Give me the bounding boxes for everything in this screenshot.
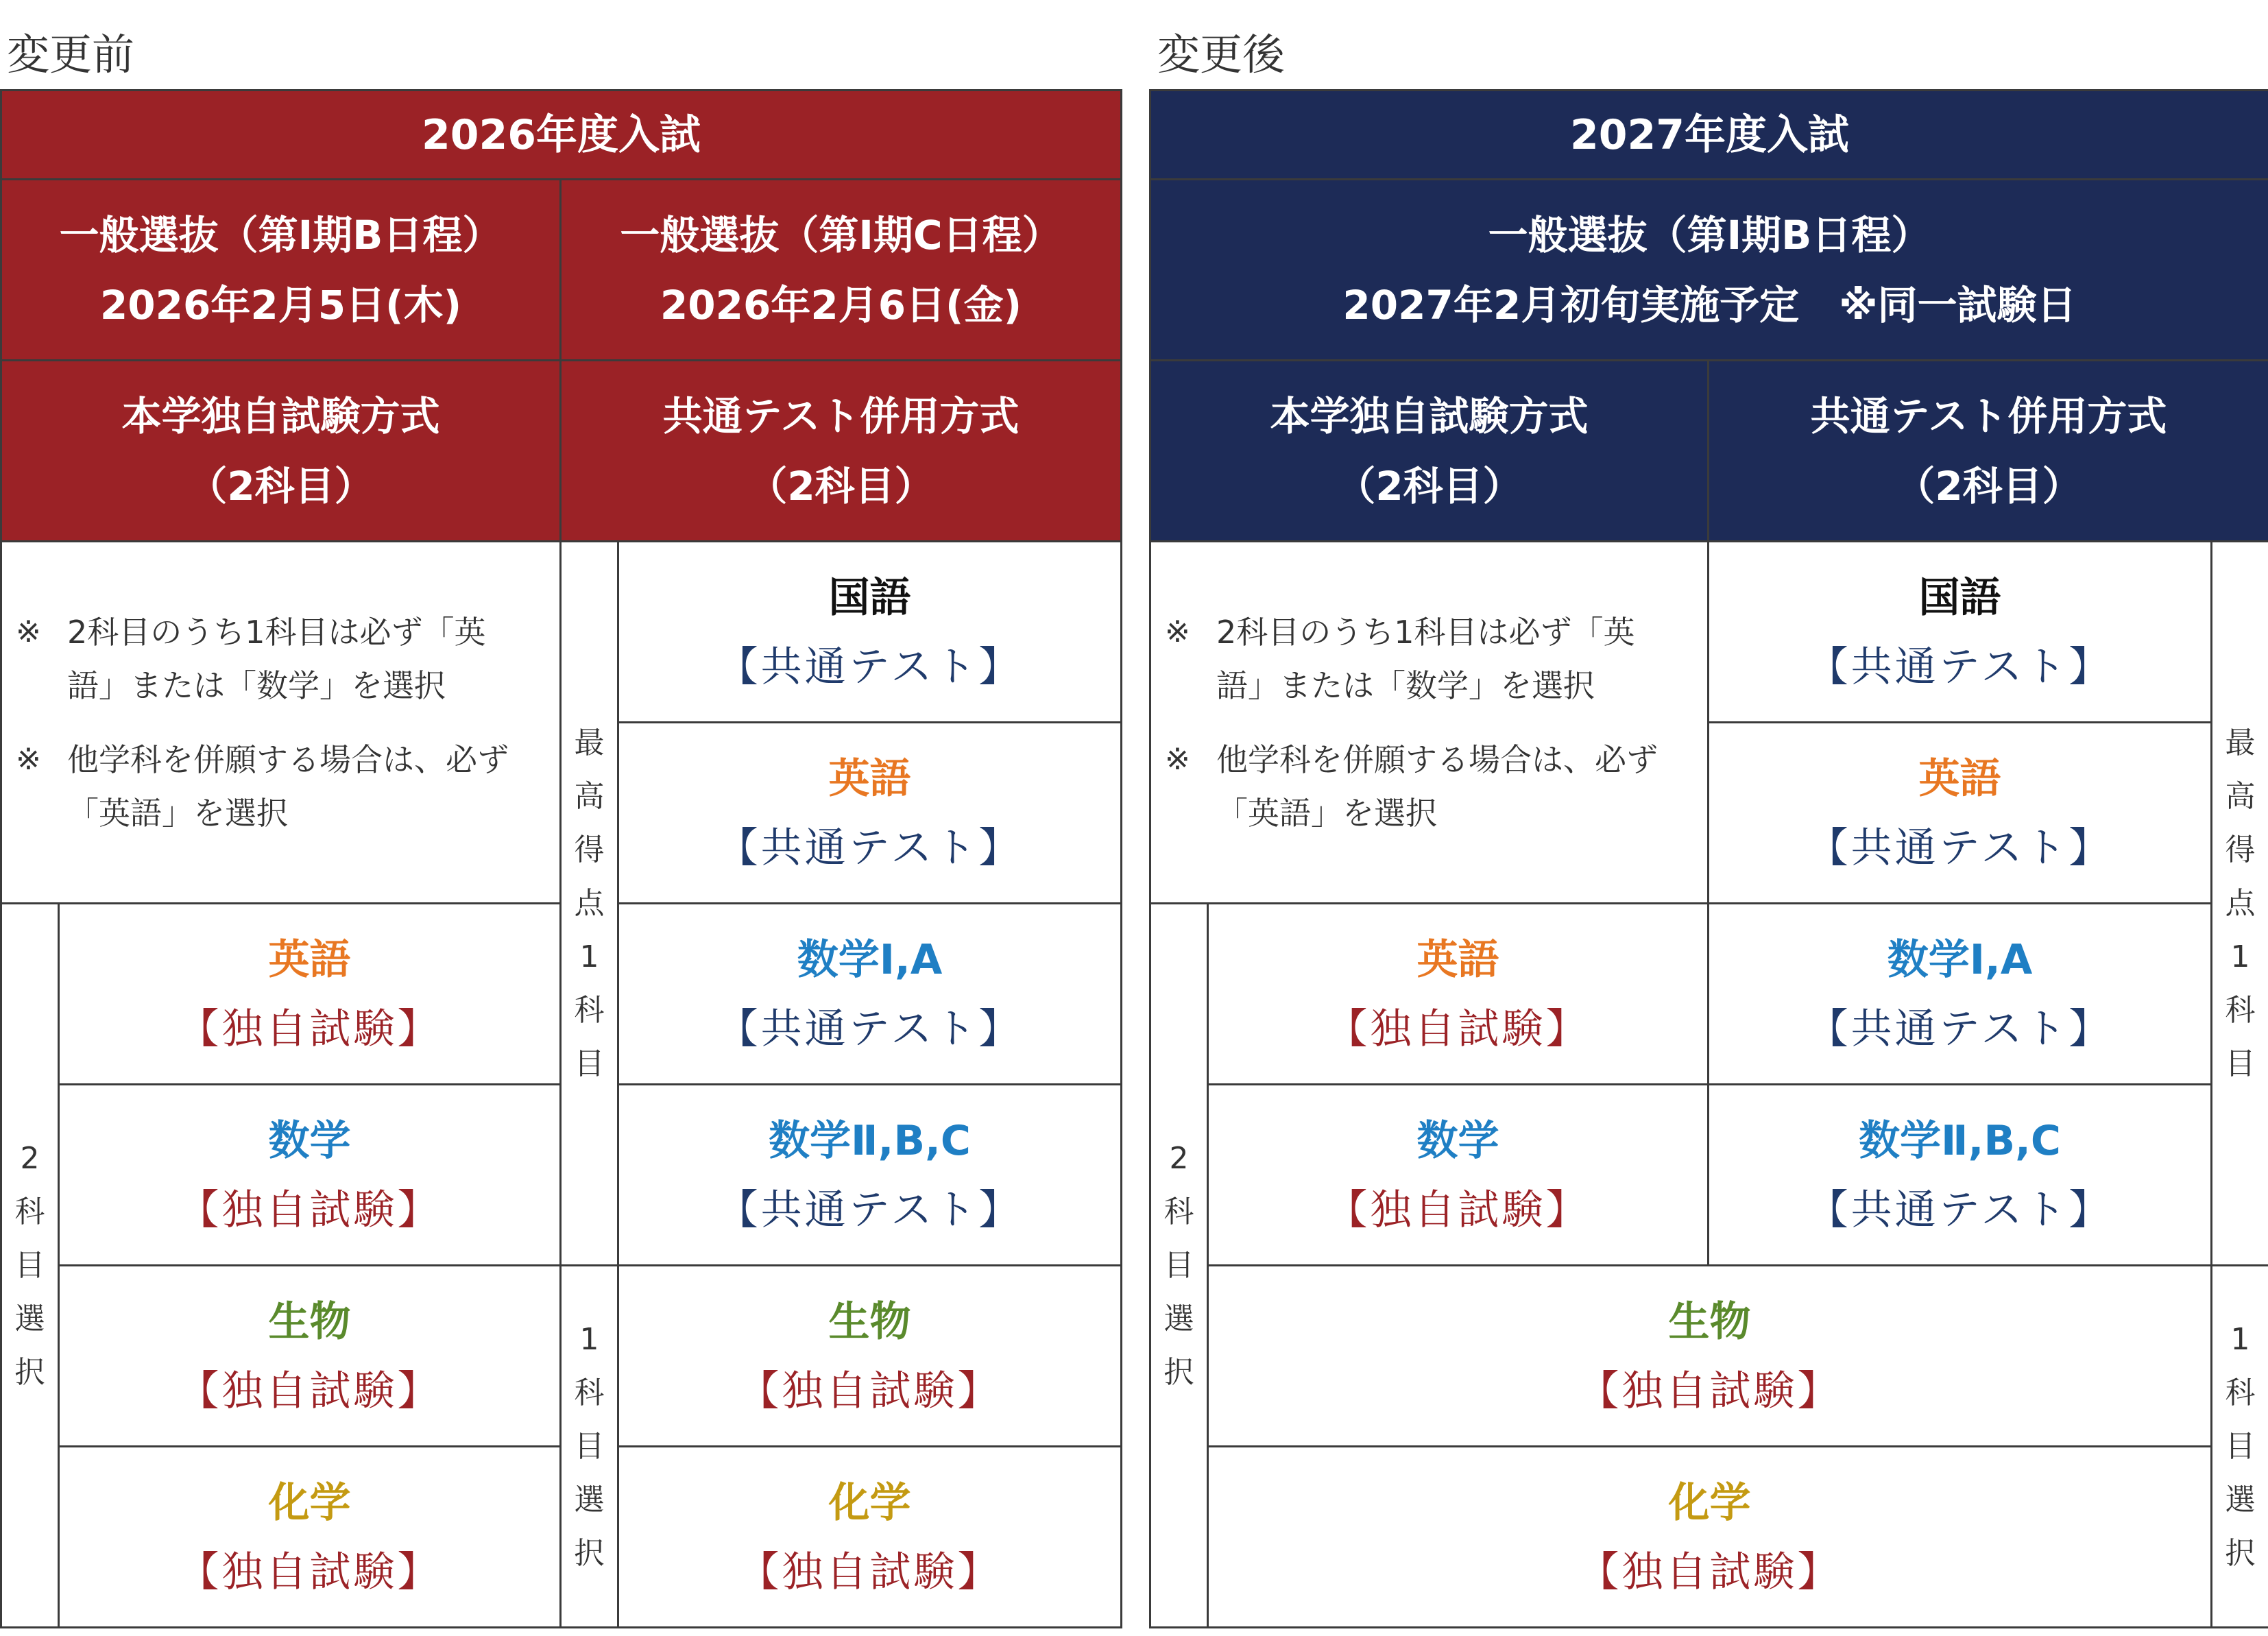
subject-name: 化学 bbox=[1668, 1478, 1751, 1527]
note-mark: ※ bbox=[1165, 741, 1190, 777]
exam-type: 【共通テスト】 bbox=[716, 642, 1023, 691]
note-text: 2科目のうち1科目は必ず「英語」または「数学」を選択 bbox=[1216, 613, 1635, 704]
exam-type: 【独自試験】 bbox=[738, 1548, 1002, 1596]
vertical-label: 最高得点1科目 bbox=[2225, 725, 2256, 1081]
method-own-count: （2科目） bbox=[187, 462, 374, 509]
subject-cell bbox=[1709, 723, 2212, 904]
exam-type: 【独自試験】 bbox=[178, 1005, 442, 1053]
schedule-date: 2027年2月初旬実施予定 ※同一試験日 bbox=[1342, 281, 2077, 328]
after-one-select-label bbox=[2212, 1266, 2268, 1628]
subject-name: 数学Ⅰ,A bbox=[1887, 935, 2033, 984]
schedule-c-name: 一般選抜（第Ⅰ期C日程） bbox=[620, 211, 1062, 258]
before-best-one-label bbox=[561, 542, 618, 1266]
subject-name: 英語 bbox=[828, 754, 911, 803]
exam-type: 【共通テスト】 bbox=[1807, 823, 2113, 872]
subject-name: 英語 bbox=[1918, 754, 2001, 803]
vertical-label: 1科目選択 bbox=[574, 1321, 605, 1571]
subject-cell bbox=[59, 1085, 561, 1266]
after-method-common bbox=[1709, 361, 2268, 542]
subject-cell bbox=[1709, 1085, 2212, 1266]
vertical-label: 2科目選択 bbox=[14, 1140, 45, 1390]
before-caption: 変更前 bbox=[7, 29, 135, 80]
subject-name: 数学Ⅰ,A bbox=[797, 935, 943, 984]
note-item bbox=[1165, 605, 1680, 712]
subject-name: 数学Ⅱ,B,C bbox=[1859, 1116, 2061, 1165]
subject-cell bbox=[59, 1266, 561, 1447]
exam-type: 【独自試験】 bbox=[1326, 1005, 1590, 1053]
subject-name: 英語 bbox=[1416, 935, 1499, 984]
method-common-label: 共通テスト併用方式 bbox=[662, 392, 1020, 440]
exam-type: 【独自試験】 bbox=[1578, 1367, 1842, 1415]
subject-name: 数学Ⅱ,B,C bbox=[769, 1116, 971, 1165]
exam-type: 【独自試験】 bbox=[178, 1186, 442, 1234]
method-own-count: （2科目） bbox=[1336, 462, 1523, 509]
subject-name: 化学 bbox=[828, 1478, 911, 1527]
subject-name: 英語 bbox=[268, 935, 351, 984]
note-item bbox=[16, 733, 532, 840]
note-item bbox=[1165, 733, 1680, 840]
subject-name: 生物 bbox=[828, 1297, 911, 1346]
note-mark: ※ bbox=[16, 614, 41, 649]
before-two-select-label bbox=[1, 904, 59, 1628]
exam-type: 【共通テスト】 bbox=[1807, 1186, 2113, 1234]
exam-type: 【共通テスト】 bbox=[716, 1005, 1023, 1053]
note-mark: ※ bbox=[16, 741, 41, 777]
before-schedule-table bbox=[0, 89, 1122, 1628]
exam-type: 【共通テスト】 bbox=[716, 1186, 1023, 1234]
note-mark: ※ bbox=[1165, 614, 1190, 649]
method-own-label: 本学独自試験方式 bbox=[1270, 392, 1589, 440]
after-schedule-table bbox=[1149, 89, 2268, 1628]
subject-cell bbox=[59, 1447, 561, 1628]
exam-type: 【共通テスト】 bbox=[1807, 642, 2113, 691]
after-schedule bbox=[1150, 180, 2268, 361]
subject-cell bbox=[1208, 904, 1709, 1085]
vertical-label: 1科目選択 bbox=[2225, 1321, 2256, 1571]
subject-name: 国語 bbox=[1918, 573, 2001, 622]
after-method-own bbox=[1150, 361, 1709, 542]
vertical-label: 2科目選択 bbox=[1163, 1140, 1194, 1390]
subject-cell bbox=[618, 542, 1122, 723]
subject-cell bbox=[618, 1266, 1122, 1447]
method-common-count: （2科目） bbox=[747, 462, 934, 509]
subject-cell bbox=[618, 1085, 1122, 1266]
subject-cell bbox=[618, 1447, 1122, 1628]
exam-type: 【独自試験】 bbox=[1578, 1548, 1842, 1596]
after-best-one-label bbox=[2212, 542, 2268, 1266]
before-one-select-label bbox=[561, 1266, 618, 1628]
before-method-common bbox=[561, 361, 1122, 542]
subject-name: 数学 bbox=[268, 1116, 351, 1165]
exam-type: 【独自試験】 bbox=[738, 1367, 1002, 1415]
vertical-label: 最高得点1科目 bbox=[574, 725, 605, 1081]
subject-cell-shared bbox=[1208, 1266, 2212, 1447]
after-two-select-label bbox=[1150, 904, 1208, 1628]
subject-name: 数学 bbox=[1416, 1116, 1499, 1165]
after-caption: 変更後 bbox=[1157, 29, 1286, 80]
method-common-count: （2科目） bbox=[1895, 462, 2082, 509]
exam-type: 【独自試験】 bbox=[1326, 1186, 1590, 1234]
after-title: 2027年度入試 bbox=[1150, 91, 2268, 180]
subject-cell-shared bbox=[1208, 1447, 2212, 1628]
exam-type: 【独自試験】 bbox=[178, 1548, 442, 1596]
note-text: 他学科を併願する場合は、必ず「英語」を選択 bbox=[67, 741, 509, 832]
note-text: 2科目のうち1科目は必ず「英語」または「数学」を選択 bbox=[67, 613, 486, 704]
before-method-own bbox=[1, 361, 561, 542]
before-title: 2026年度入試 bbox=[1, 91, 1122, 180]
method-own-label: 本学独自試験方式 bbox=[121, 392, 440, 440]
subject-name: 国語 bbox=[828, 573, 911, 622]
schedule-name: 一般選抜（第Ⅰ期B日程） bbox=[1488, 211, 1931, 258]
note-item bbox=[16, 605, 532, 712]
subject-cell bbox=[618, 723, 1122, 904]
schedule-b-name: 一般選抜（第Ⅰ期B日程） bbox=[59, 211, 503, 258]
after-notes bbox=[1150, 542, 1709, 904]
exam-type: 【独自試験】 bbox=[178, 1367, 442, 1415]
exam-type: 【共通テスト】 bbox=[716, 823, 1023, 872]
exam-type: 【共通テスト】 bbox=[1807, 1005, 2113, 1053]
subject-cell bbox=[1709, 542, 2212, 723]
schedule-b-date: 2026年2月5日(木) bbox=[99, 281, 462, 328]
subject-name: 化学 bbox=[268, 1478, 351, 1527]
subject-cell bbox=[1208, 1085, 1709, 1266]
before-notes bbox=[1, 542, 561, 904]
subject-cell bbox=[618, 904, 1122, 1085]
schedule-c-date: 2026年2月6日(金) bbox=[660, 281, 1022, 328]
note-text: 他学科を併願する場合は、必ず「英語」を選択 bbox=[1216, 741, 1658, 832]
subject-cell bbox=[1709, 904, 2212, 1085]
subject-name: 生物 bbox=[1668, 1297, 1751, 1346]
method-common-label: 共通テスト併用方式 bbox=[1810, 392, 2167, 440]
before-schedule-b bbox=[1, 180, 561, 361]
subject-cell bbox=[59, 904, 561, 1085]
subject-name: 生物 bbox=[268, 1297, 351, 1346]
before-schedule-c bbox=[561, 180, 1122, 361]
